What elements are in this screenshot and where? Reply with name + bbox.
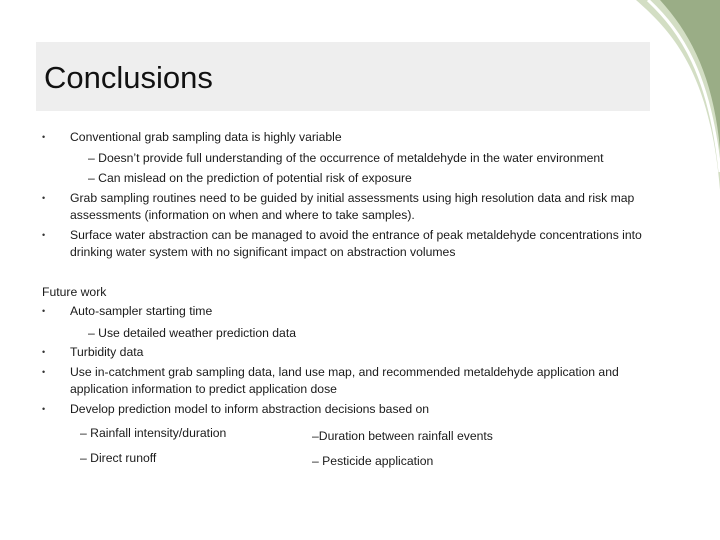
bullet-marker: • <box>42 132 46 142</box>
conclusion-item-1: Conventional grab sampling data is highly variable <box>70 130 342 144</box>
bullet-marker: • <box>42 367 46 377</box>
conclusion-item-2-line-2: assessments (information on when and where to take samples). <box>70 208 415 222</box>
future-work-item-4: Develop prediction model to inform abstraction decisions based on <box>70 402 430 416</box>
future-work-item-2: Turbidity data <box>70 345 144 359</box>
future-work-item-1-sub-1: – Use detailed weather prediction data <box>88 326 296 340</box>
future-work-item-3-line-1: Use in-catchment grab sampling data, land use map, and recommended metaldehyde application and <box>70 365 619 379</box>
slide-title: Conclusions <box>44 60 213 95</box>
conclusion-item-3-line-1: Surface water abstraction can be managed to avoid the entrance of peak metaldehyde concentrations into <box>70 228 642 242</box>
bullet-marker: • <box>42 306 46 316</box>
bullet-marker: • <box>42 347 46 357</box>
future-work-item-1: Auto-sampler starting time <box>70 304 213 318</box>
future-work-item-3-line-2: application information to predict application dose <box>70 382 337 396</box>
future-work-heading: Future work <box>42 285 107 299</box>
conclusion-item-3-line-2: drinking water system with no significant impact on abstraction volumes <box>70 245 456 259</box>
conclusion-item-1-sub-1: – Doesn’t provide full understanding of the occurrence of metaldehyde in the water environment <box>88 151 604 165</box>
sub-item-direct-runoff: – Direct runoff <box>80 451 157 465</box>
conclusion-item-2-line-1: Grab sampling routines need to be guided by initial assessments using high resolution data and risk map <box>70 191 635 205</box>
bullet-marker: • <box>42 404 46 414</box>
bullet-marker: • <box>42 193 46 203</box>
sub-item-pesticide-application: – Pesticide application <box>312 454 434 468</box>
conclusion-item-1-sub-2: – Can mislead on the prediction of potential risk of exposure <box>88 171 412 185</box>
sub-item-duration-between-events: –Duration between rainfall events <box>312 429 493 443</box>
title-bar <box>36 42 650 111</box>
bullet-marker: • <box>42 230 46 240</box>
sub-item-rainfall-intensity: – Rainfall intensity/duration <box>80 426 227 440</box>
